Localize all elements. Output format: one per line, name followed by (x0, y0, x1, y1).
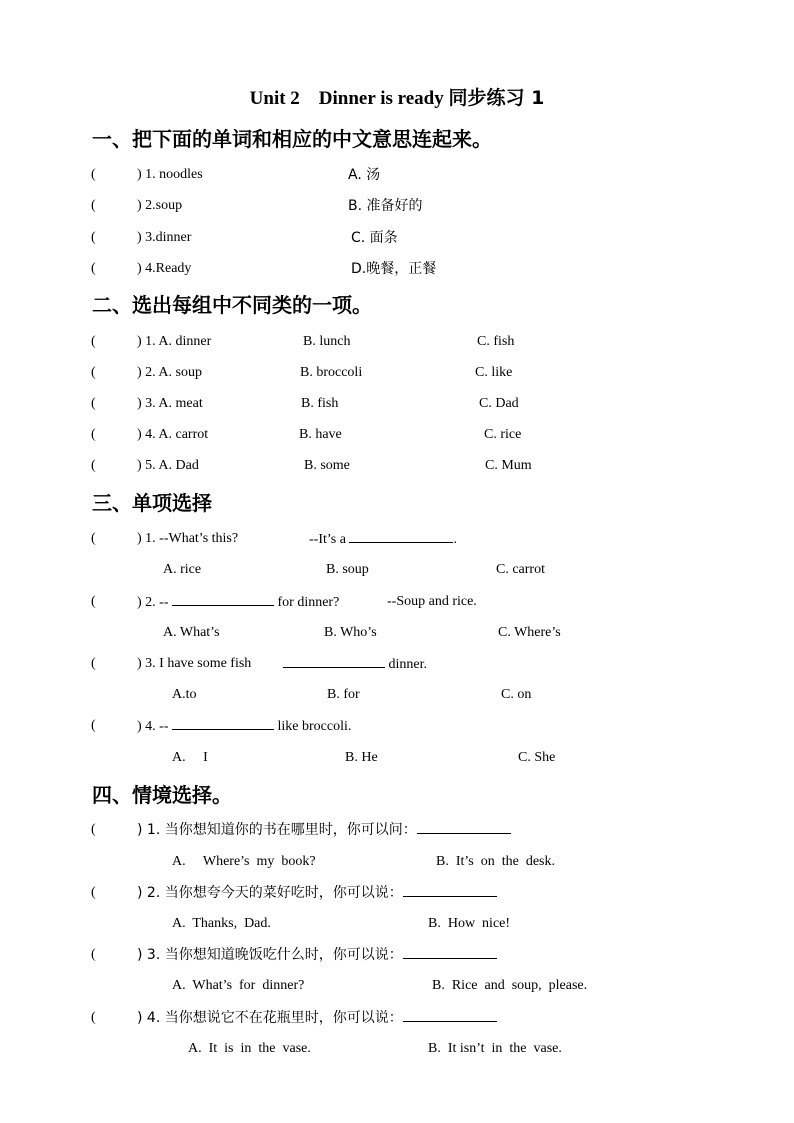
question-suffix: dinner. (388, 657, 427, 672)
option-b: B. It’s on the desk. (436, 854, 555, 869)
section-3-heading: 三、单项选择 (92, 491, 212, 515)
answer-blank-open: ( (91, 396, 96, 411)
s3-question-3 (0, 653, 794, 675)
question-blank-group (283, 653, 427, 676)
question-prompt: ) 2. 当你想夸今天的菜好吃时，你可以说： (137, 885, 403, 901)
s2-row-1 (0, 331, 794, 353)
response-end: . (453, 532, 457, 547)
s2-row-3 (0, 393, 794, 415)
question-response: --Soup and rice. (387, 594, 477, 609)
option-c: C. She (518, 750, 556, 765)
s3-options-2 (0, 622, 794, 644)
option-b: B. fish (301, 396, 339, 411)
title-english: Unit 2 Dinner is ready (249, 88, 444, 109)
option-a: A. What’s for dinner? (172, 978, 305, 993)
option-c: C. Where’s (498, 625, 561, 640)
s2-row-5 (0, 455, 794, 477)
question-text: ) 1. --What’s this? (137, 531, 239, 546)
question-text: ) 3. A. meat (137, 396, 203, 411)
s4-question-2 (0, 882, 794, 904)
fill-in-blank (172, 591, 274, 606)
fill-in-blank (403, 1007, 497, 1022)
answer-blank-open: ( (91, 947, 96, 962)
answer-blank-open: ( (91, 365, 96, 380)
answer-blank-open: ( (91, 822, 96, 837)
s1-row-3 (0, 227, 794, 249)
match-option: B. 准备好的 (348, 198, 423, 214)
question-text: ) 1. A. dinner (137, 334, 212, 349)
answer-blank-open: ( (91, 230, 96, 245)
question-prompt: ) 1. 当你想知道你的书在哪里时，你可以问： (137, 822, 417, 838)
option-b: B. Who’s (324, 625, 377, 640)
option-a: A. I (172, 750, 208, 765)
s1-row-4 (0, 258, 794, 280)
match-option: C. 面条 (351, 230, 398, 246)
s3-options-4 (0, 747, 794, 769)
question-text (137, 1007, 497, 1029)
option-b: B. He (345, 750, 378, 765)
s2-row-4 (0, 424, 794, 446)
option-b: B. Rice and soup, please. (432, 978, 588, 993)
s3-question-2 (0, 591, 794, 613)
question-suffix: for dinner? (277, 595, 340, 610)
match-option: D.晚餐，正餐 (351, 261, 437, 277)
question-text (137, 882, 497, 904)
option-c: C. on (501, 687, 532, 702)
title-chinese: 同步练习 1 (448, 87, 545, 109)
s3-question-1 (0, 528, 794, 550)
answer-blank-open: ( (91, 334, 96, 349)
answer-blank-open: ( (91, 531, 96, 546)
answer-blank-open: ( (91, 718, 96, 733)
question-text: ) 4.Ready (137, 261, 192, 276)
s1-row-2 (0, 195, 794, 217)
answer-blank-open: ( (91, 167, 96, 182)
question-text (137, 715, 351, 738)
s2-row-2 (0, 362, 794, 384)
fill-in-blank (417, 819, 511, 834)
match-option: A. 汤 (348, 167, 381, 183)
question-text: ) 3.dinner (137, 230, 192, 245)
response-text: --It’s a (309, 532, 346, 547)
answer-blank-open: ( (91, 261, 96, 276)
page-title (0, 86, 794, 111)
option-a: A. Where’s my book? (172, 854, 316, 869)
option-c: C. Mum (485, 458, 532, 473)
question-text: ) 3. I have some fish (137, 656, 252, 671)
option-b: B. lunch (303, 334, 351, 349)
question-text (137, 944, 497, 966)
answer-blank-open: ( (91, 427, 96, 442)
question-suffix: like broccoli. (277, 719, 352, 734)
question-prompt: ) 4. 当你想说它不在花瓶里时，你可以说： (137, 1010, 403, 1026)
option-b: B. It isn’t in the vase. (428, 1041, 562, 1056)
option-b: B. for (327, 687, 360, 702)
answer-blank-open: ( (91, 656, 96, 671)
question-prefix: ) 2. -- (137, 595, 169, 610)
option-a: A.to (172, 687, 197, 702)
option-b: B. have (299, 427, 342, 442)
option-c: C. like (475, 365, 513, 380)
option-b: B. How nice! (428, 916, 511, 931)
question-prompt: ) 3. 当你想知道晚饭吃什么时，你可以说： (137, 947, 403, 963)
fill-in-blank (283, 653, 385, 668)
option-a: A. Thanks, Dad. (172, 916, 271, 931)
s4-question-3 (0, 944, 794, 966)
question-text: ) 1. noodles (137, 167, 203, 182)
option-b: B. broccoli (300, 365, 363, 380)
option-a: A. It is in the vase. (188, 1041, 311, 1056)
option-a: A. rice (163, 562, 202, 577)
s4-options-2 (0, 913, 794, 935)
s3-question-4 (0, 715, 794, 737)
question-prefix: ) 4. -- (137, 719, 169, 734)
section-4-heading: 四、情境选择。 (92, 783, 232, 807)
option-c: C. Dad (479, 396, 519, 411)
s4-options-1 (0, 851, 794, 873)
fill-in-blank (403, 944, 497, 959)
s3-options-1 (0, 559, 794, 581)
fill-in-blank (349, 528, 453, 543)
option-a: A. What’s (163, 625, 220, 640)
question-text (137, 819, 511, 841)
answer-blank-open: ( (91, 885, 96, 900)
question-text: ) 2. A. soup (137, 365, 202, 380)
s4-question-1 (0, 819, 794, 841)
question-response (309, 528, 457, 551)
option-b: B. some (304, 458, 350, 473)
option-c: C. carrot (496, 562, 545, 577)
s1-row-1 (0, 164, 794, 186)
fill-in-blank (403, 882, 497, 897)
s4-options-4 (0, 1038, 794, 1060)
answer-blank-open: ( (91, 594, 96, 609)
option-c: C. fish (477, 334, 515, 349)
s3-options-3 (0, 684, 794, 706)
s4-question-4 (0, 1007, 794, 1029)
option-c: C. rice (484, 427, 522, 442)
answer-blank-open: ( (91, 458, 96, 473)
answer-blank-open: ( (91, 198, 96, 213)
option-b: B. soup (326, 562, 369, 577)
section-1-heading: 一、把下面的单词和相应的中文意思连起来。 (92, 127, 492, 151)
question-text: ) 4. A. carrot (137, 427, 209, 442)
fill-in-blank (172, 715, 274, 730)
answer-blank-open: ( (91, 1010, 96, 1025)
question-text: ) 5. A. Dad (137, 458, 199, 473)
question-text: ) 2.soup (137, 198, 183, 213)
s4-options-3 (0, 975, 794, 997)
section-2-heading: 二、选出每组中不同类的一项。 (92, 293, 372, 317)
question-text (137, 591, 339, 614)
